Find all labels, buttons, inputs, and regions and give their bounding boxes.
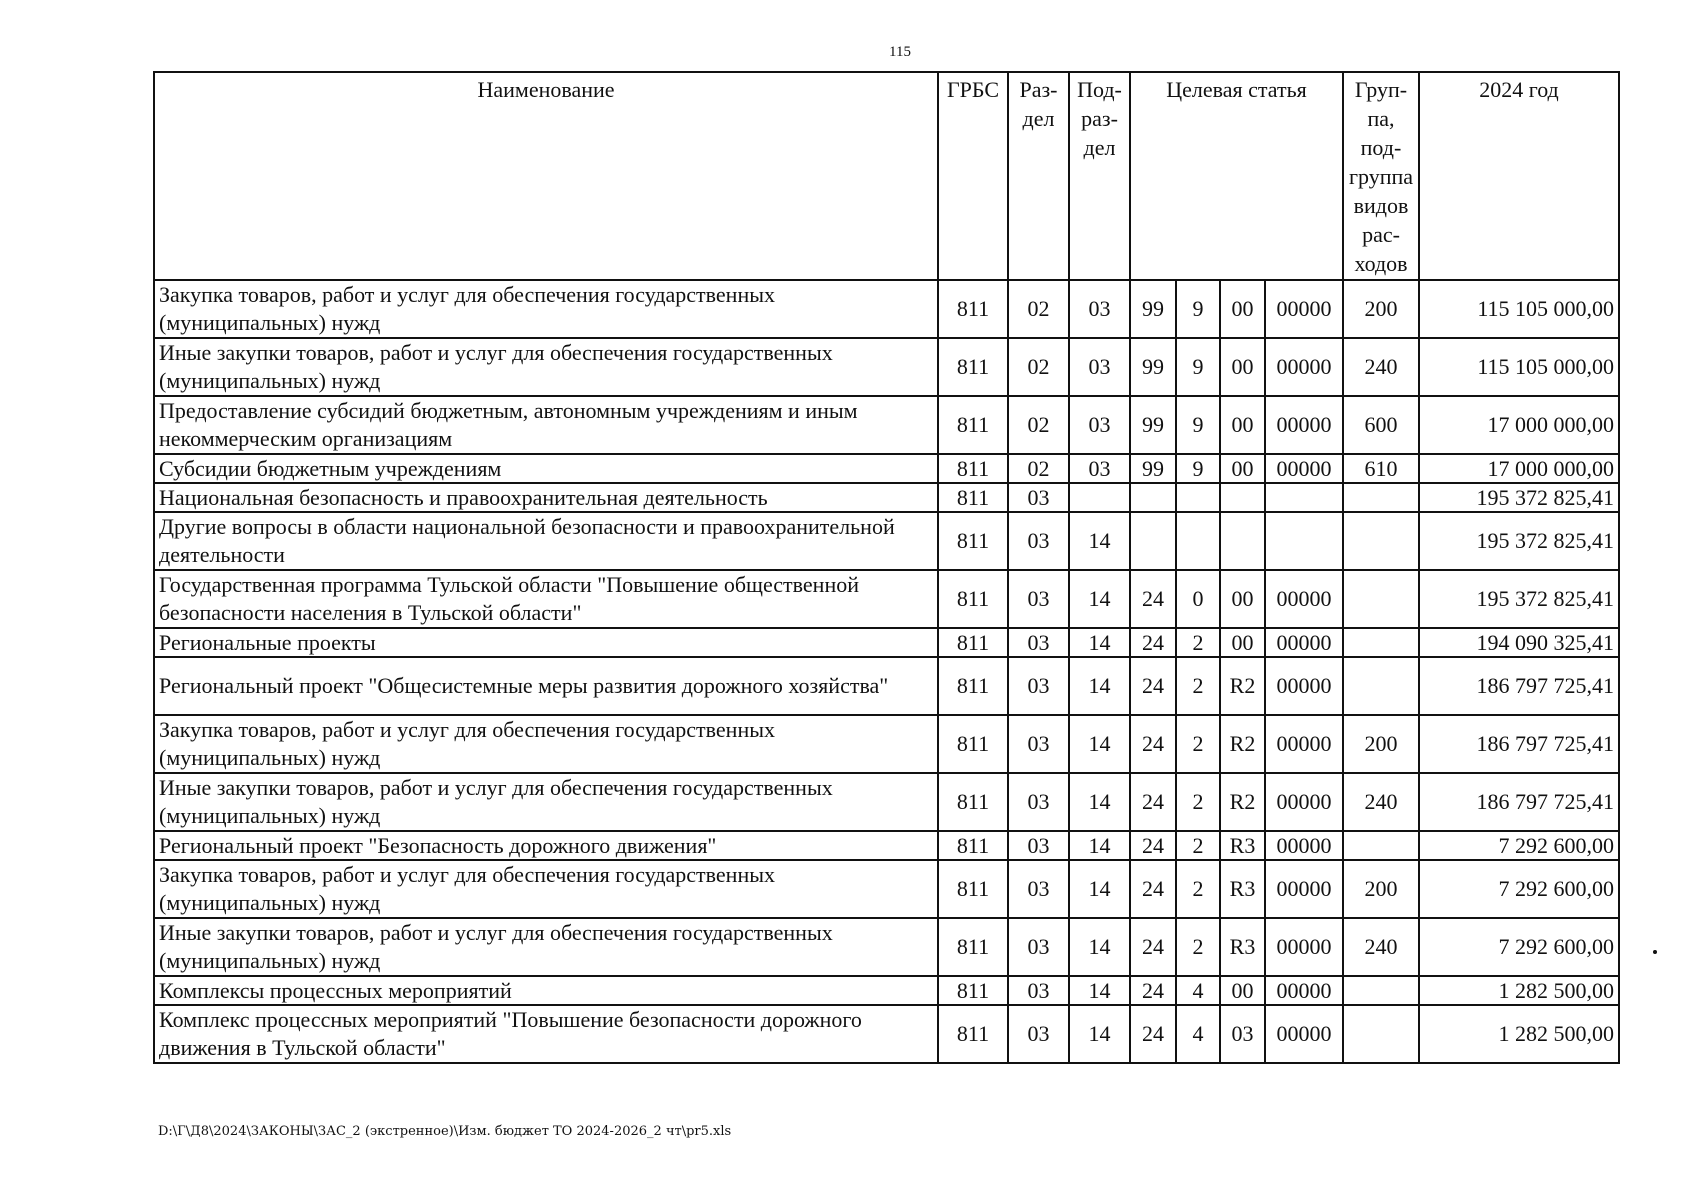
cell-target-direction [1265, 512, 1343, 570]
cell-podrazdel: 03 [1069, 396, 1130, 454]
cell-grbs: 811 [938, 628, 1008, 657]
cell-target-program: 99 [1130, 396, 1176, 454]
cell-target-event [1220, 483, 1265, 512]
cell-name: Комплекс процессных мероприятий "Повышение безопасности дорожного движения в Тульской области" [154, 1005, 938, 1063]
table-row [154, 715, 1619, 773]
cell-grbs: 811 [938, 773, 1008, 831]
cell-podrazdel: 14 [1069, 657, 1130, 715]
table-row [154, 1005, 1619, 1063]
header-target-article: Целевая статья [1130, 72, 1343, 280]
header-year: 2024 год [1419, 72, 1619, 280]
cell-target-event: R2 [1220, 715, 1265, 773]
cell-razdel: 03 [1008, 570, 1069, 628]
cell-name: Национальная безопасность и правоохранительная деятельность [154, 483, 938, 512]
table-row [154, 396, 1619, 454]
cell-expense-group: 600 [1343, 396, 1419, 454]
cell-amount: 7 292 600,00 [1419, 918, 1619, 976]
cell-expense-group: 240 [1343, 773, 1419, 831]
cell-target-direction: 00000 [1265, 715, 1343, 773]
cell-target-subprogram: 2 [1176, 628, 1220, 657]
cell-target-subprogram: 9 [1176, 396, 1220, 454]
cell-razdel: 02 [1008, 280, 1069, 338]
cell-expense-group [1343, 657, 1419, 715]
cell-target-event: 00 [1220, 396, 1265, 454]
cell-name: Субсидии бюджетным учреждениям [154, 454, 938, 483]
table-row [154, 570, 1619, 628]
cell-grbs: 811 [938, 918, 1008, 976]
cell-target-event: 00 [1220, 280, 1265, 338]
cell-amount: 195 372 825,41 [1419, 483, 1619, 512]
cell-razdel: 03 [1008, 512, 1069, 570]
cell-target-subprogram: 2 [1176, 918, 1220, 976]
table-row [154, 483, 1619, 512]
cell-target-program [1130, 512, 1176, 570]
cell-amount: 115 105 000,00 [1419, 338, 1619, 396]
cell-podrazdel: 14 [1069, 773, 1130, 831]
cell-target-program: 99 [1130, 454, 1176, 483]
cell-target-subprogram: 2 [1176, 773, 1220, 831]
cell-grbs: 811 [938, 831, 1008, 860]
table-row [154, 976, 1619, 1005]
cell-podrazdel: 14 [1069, 570, 1130, 628]
cell-podrazdel: 14 [1069, 831, 1130, 860]
cell-razdel: 03 [1008, 976, 1069, 1005]
cell-target-direction: 00000 [1265, 570, 1343, 628]
cell-name: Другие вопросы в области национальной безопасности и правоохранительной деятельности [154, 512, 938, 570]
cell-target-subprogram [1176, 512, 1220, 570]
cell-razdel: 03 [1008, 773, 1069, 831]
cell-target-subprogram: 9 [1176, 280, 1220, 338]
cell-target-program: 24 [1130, 773, 1176, 831]
cell-podrazdel: 14 [1069, 1005, 1130, 1063]
cell-target-program: 24 [1130, 860, 1176, 918]
cell-grbs: 811 [938, 454, 1008, 483]
cell-expense-group [1343, 1005, 1419, 1063]
cell-target-subprogram: 0 [1176, 570, 1220, 628]
cell-target-program [1130, 483, 1176, 512]
cell-target-direction: 00000 [1265, 280, 1343, 338]
cell-target-direction: 00000 [1265, 773, 1343, 831]
cell-amount: 186 797 725,41 [1419, 773, 1619, 831]
table-row [154, 280, 1619, 338]
cell-grbs: 811 [938, 715, 1008, 773]
table-row [154, 512, 1619, 570]
cell-target-event: 00 [1220, 570, 1265, 628]
cell-grbs: 811 [938, 396, 1008, 454]
cell-amount: 186 797 725,41 [1419, 715, 1619, 773]
cell-name: Комплексы процессных мероприятий [154, 976, 938, 1005]
cell-name: Государственная программа Тульской области "Повышение общественной безопасности населения в Тульской области" [154, 570, 938, 628]
cell-target-direction [1265, 483, 1343, 512]
table-row [154, 831, 1619, 860]
cell-target-program: 24 [1130, 976, 1176, 1005]
cell-amount: 115 105 000,00 [1419, 280, 1619, 338]
cell-name: Закупка товаров, работ и услуг для обеспечения государственных (муниципальных) нужд [154, 280, 938, 338]
cell-target-program: 99 [1130, 280, 1176, 338]
cell-target-subprogram [1176, 483, 1220, 512]
cell-expense-group: 200 [1343, 715, 1419, 773]
cell-expense-group [1343, 976, 1419, 1005]
cell-podrazdel: 14 [1069, 860, 1130, 918]
cell-target-subprogram: 4 [1176, 1005, 1220, 1063]
cell-podrazdel: 14 [1069, 628, 1130, 657]
cell-amount: 194 090 325,41 [1419, 628, 1619, 657]
cell-amount: 195 372 825,41 [1419, 512, 1619, 570]
cell-razdel: 03 [1008, 715, 1069, 773]
header-podrazdel: Под- раз- дел [1069, 72, 1130, 280]
cell-razdel: 03 [1008, 657, 1069, 715]
cell-target-subprogram: 9 [1176, 454, 1220, 483]
cell-podrazdel: 14 [1069, 976, 1130, 1005]
header-name: Наименование [154, 72, 938, 280]
cell-expense-group [1343, 512, 1419, 570]
cell-expense-group [1343, 831, 1419, 860]
cell-razdel: 03 [1008, 860, 1069, 918]
cell-expense-group: 240 [1343, 918, 1419, 976]
cell-name: Региональные проекты [154, 628, 938, 657]
cell-grbs: 811 [938, 570, 1008, 628]
cell-target-subprogram: 2 [1176, 715, 1220, 773]
cell-amount: 17 000 000,00 [1419, 454, 1619, 483]
cell-name: Иные закупки товаров, работ и услуг для обеспечения государственных (муниципальных) нужд [154, 773, 938, 831]
cell-razdel: 02 [1008, 396, 1069, 454]
cell-target-event [1220, 512, 1265, 570]
cell-grbs: 811 [938, 483, 1008, 512]
cell-target-event: 00 [1220, 338, 1265, 396]
cell-target-program: 24 [1130, 570, 1176, 628]
cell-target-event: 00 [1220, 628, 1265, 657]
cell-target-program: 24 [1130, 831, 1176, 860]
cell-target-subprogram: 2 [1176, 831, 1220, 860]
cell-podrazdel: 03 [1069, 338, 1130, 396]
cell-target-event: 03 [1220, 1005, 1265, 1063]
cell-amount: 195 372 825,41 [1419, 570, 1619, 628]
cell-target-direction: 00000 [1265, 976, 1343, 1005]
cell-razdel: 03 [1008, 831, 1069, 860]
cell-grbs: 811 [938, 338, 1008, 396]
table-row [154, 773, 1619, 831]
cell-target-direction: 00000 [1265, 628, 1343, 657]
cell-target-direction: 00000 [1265, 657, 1343, 715]
cell-amount: 186 797 725,41 [1419, 657, 1619, 715]
cell-name: Региональный проект "Общесистемные меры развития дорожного хозяйства" [154, 657, 938, 715]
cell-name: Закупка товаров, работ и услуг для обеспечения государственных (муниципальных) нужд [154, 715, 938, 773]
cell-podrazdel: 14 [1069, 918, 1130, 976]
cell-target-program: 24 [1130, 918, 1176, 976]
cell-target-event: R2 [1220, 657, 1265, 715]
cell-target-direction: 00000 [1265, 396, 1343, 454]
cell-razdel: 02 [1008, 338, 1069, 396]
cell-name: Региональный проект "Безопасность дорожного движения" [154, 831, 938, 860]
cell-expense-group [1343, 570, 1419, 628]
table-header-row [154, 72, 1619, 280]
cell-podrazdel: 14 [1069, 715, 1130, 773]
cell-name: Предоставление субсидий бюджетным, автономным учреждениям и иным некоммерческим организациям [154, 396, 938, 454]
cell-amount: 7 292 600,00 [1419, 831, 1619, 860]
cell-amount: 1 282 500,00 [1419, 1005, 1619, 1063]
table-row [154, 657, 1619, 715]
stray-mark [1653, 950, 1657, 954]
cell-expense-group [1343, 628, 1419, 657]
header-grbs: ГРБС [938, 72, 1008, 280]
cell-target-subprogram: 4 [1176, 976, 1220, 1005]
cell-name: Иные закупки товаров, работ и услуг для обеспечения государственных (муниципальных) нужд [154, 918, 938, 976]
cell-amount: 7 292 600,00 [1419, 860, 1619, 918]
cell-target-program: 24 [1130, 628, 1176, 657]
cell-target-event: R3 [1220, 860, 1265, 918]
footer-file-path: D:\Г\Д8\2024\ЗАКОНЫ\ЗАС_2 (экстренное)\Изм. бюджет ТО 2024-2026_2 чт\pr5.xls [158, 1124, 732, 1139]
cell-razdel: 03 [1008, 1005, 1069, 1063]
table-row [154, 628, 1619, 657]
table-row [154, 454, 1619, 483]
table-row [154, 918, 1619, 976]
cell-expense-group: 240 [1343, 338, 1419, 396]
header-razdel: Раз- дел [1008, 72, 1069, 280]
cell-expense-group: 610 [1343, 454, 1419, 483]
cell-target-subprogram: 9 [1176, 338, 1220, 396]
cell-grbs: 811 [938, 1005, 1008, 1063]
cell-grbs: 811 [938, 976, 1008, 1005]
cell-name: Закупка товаров, работ и услуг для обеспечения государственных (муниципальных) нужд [154, 860, 938, 918]
cell-grbs: 811 [938, 280, 1008, 338]
cell-target-direction: 00000 [1265, 1005, 1343, 1063]
cell-target-event: 00 [1220, 454, 1265, 483]
cell-razdel: 03 [1008, 483, 1069, 512]
cell-target-subprogram: 2 [1176, 860, 1220, 918]
cell-name: Иные закупки товаров, работ и услуг для обеспечения государственных (муниципальных) нужд [154, 338, 938, 396]
cell-razdel: 03 [1008, 918, 1069, 976]
cell-razdel: 02 [1008, 454, 1069, 483]
page-number: 115 [889, 44, 911, 60]
cell-target-direction: 00000 [1265, 338, 1343, 396]
cell-target-event: R3 [1220, 831, 1265, 860]
table-body [154, 280, 1619, 1063]
cell-target-program: 99 [1130, 338, 1176, 396]
cell-podrazdel: 03 [1069, 280, 1130, 338]
cell-target-program: 24 [1130, 657, 1176, 715]
cell-razdel: 03 [1008, 628, 1069, 657]
table-row [154, 338, 1619, 396]
cell-target-subprogram: 2 [1176, 657, 1220, 715]
cell-podrazdel: 03 [1069, 454, 1130, 483]
cell-target-direction: 00000 [1265, 831, 1343, 860]
cell-expense-group: 200 [1343, 280, 1419, 338]
cell-grbs: 811 [938, 860, 1008, 918]
budget-table [153, 71, 1620, 1064]
cell-target-program: 24 [1130, 715, 1176, 773]
cell-amount: 17 000 000,00 [1419, 396, 1619, 454]
cell-target-event: 00 [1220, 976, 1265, 1005]
cell-podrazdel [1069, 483, 1130, 512]
cell-target-event: R2 [1220, 773, 1265, 831]
cell-expense-group: 200 [1343, 860, 1419, 918]
cell-expense-group [1343, 483, 1419, 512]
cell-grbs: 811 [938, 657, 1008, 715]
header-expense-group: Груп- па, под- группа видов рас- ходов [1343, 72, 1419, 280]
cell-target-event: R3 [1220, 918, 1265, 976]
cell-grbs: 811 [938, 512, 1008, 570]
cell-target-program: 24 [1130, 1005, 1176, 1063]
cell-podrazdel: 14 [1069, 512, 1130, 570]
cell-target-direction: 00000 [1265, 918, 1343, 976]
table-row [154, 860, 1619, 918]
cell-target-direction: 00000 [1265, 454, 1343, 483]
cell-target-direction: 00000 [1265, 860, 1343, 918]
cell-amount: 1 282 500,00 [1419, 976, 1619, 1005]
